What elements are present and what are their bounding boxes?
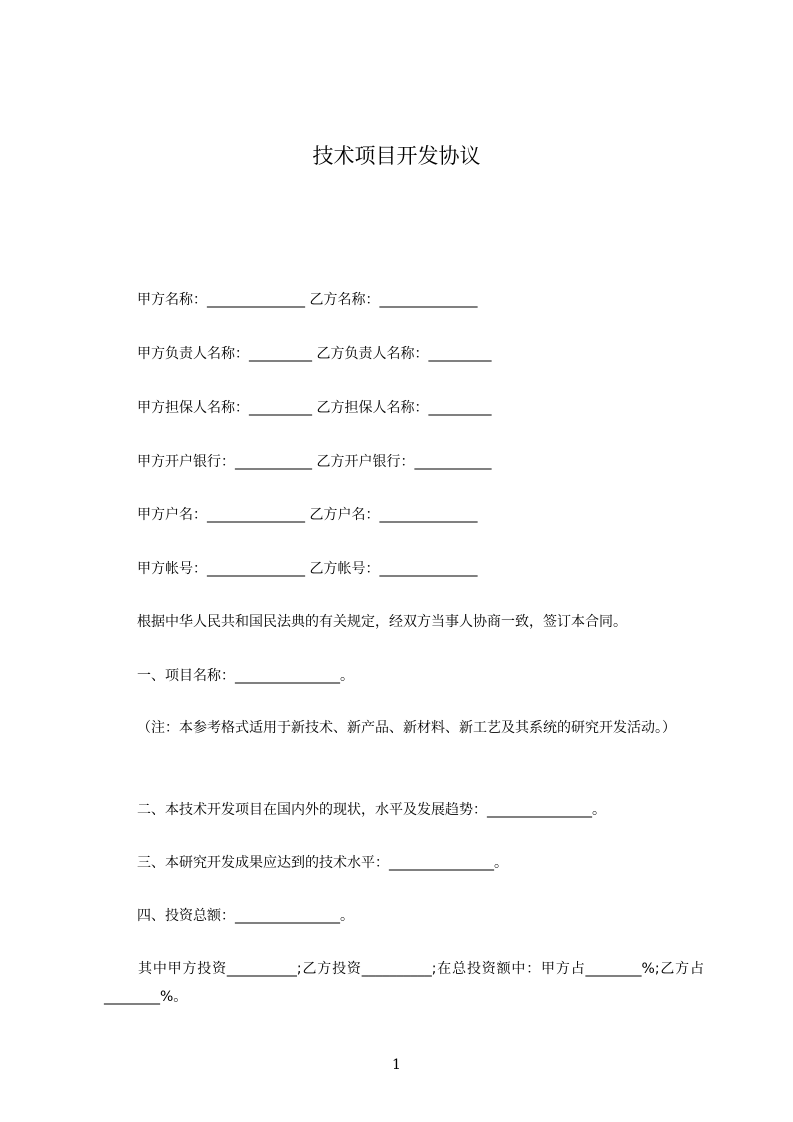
party-bank-line: 甲方开户银行：___________ 乙方开户银行：___________ xyxy=(137,454,492,470)
format-note: （注：本参考格式适用于新技术、新产品、新材料、新工艺及其系统的研究开发活动。） xyxy=(137,720,676,736)
project-name-line: 一、项目名称：_______________。 xyxy=(137,668,354,684)
party-names-line: 甲方名称：______________ 乙方名称：______________ xyxy=(137,292,478,308)
party-guarantor-line: 甲方担保人名称：_________ 乙方担保人名称：_________ xyxy=(137,400,492,416)
investment-paragraph: 其中甲方投资__________;乙方投资__________;在总投资额中：甲方占________%;乙方占________%。 xyxy=(104,961,704,1005)
party-account-name-line: 甲方户名：______________ 乙方户名：______________ xyxy=(137,507,478,523)
party-principal-line: 甲方负责人名称：_________ 乙方负责人名称：_________ xyxy=(137,346,492,362)
document-title: 技术项目开发协议 xyxy=(312,144,481,168)
section-4-line: 四、投资总额：_______________。 xyxy=(137,908,354,924)
party-account-number-line: 甲方帐号：______________ 乙方帐号：______________ xyxy=(137,561,478,577)
section-2-line: 二、本技术开发项目在国内外的现状，水平及发展趋势：_______________。 xyxy=(137,802,606,818)
page-number: 1 xyxy=(392,1057,401,1073)
contract-basis-line: 根据中华人民共和国民法典的有关规定，经双方当事人协商一致，签订本合同。 xyxy=(137,614,627,630)
section-3-line: 三、本研究开发成果应达到的技术水平：_______________。 xyxy=(137,855,508,871)
